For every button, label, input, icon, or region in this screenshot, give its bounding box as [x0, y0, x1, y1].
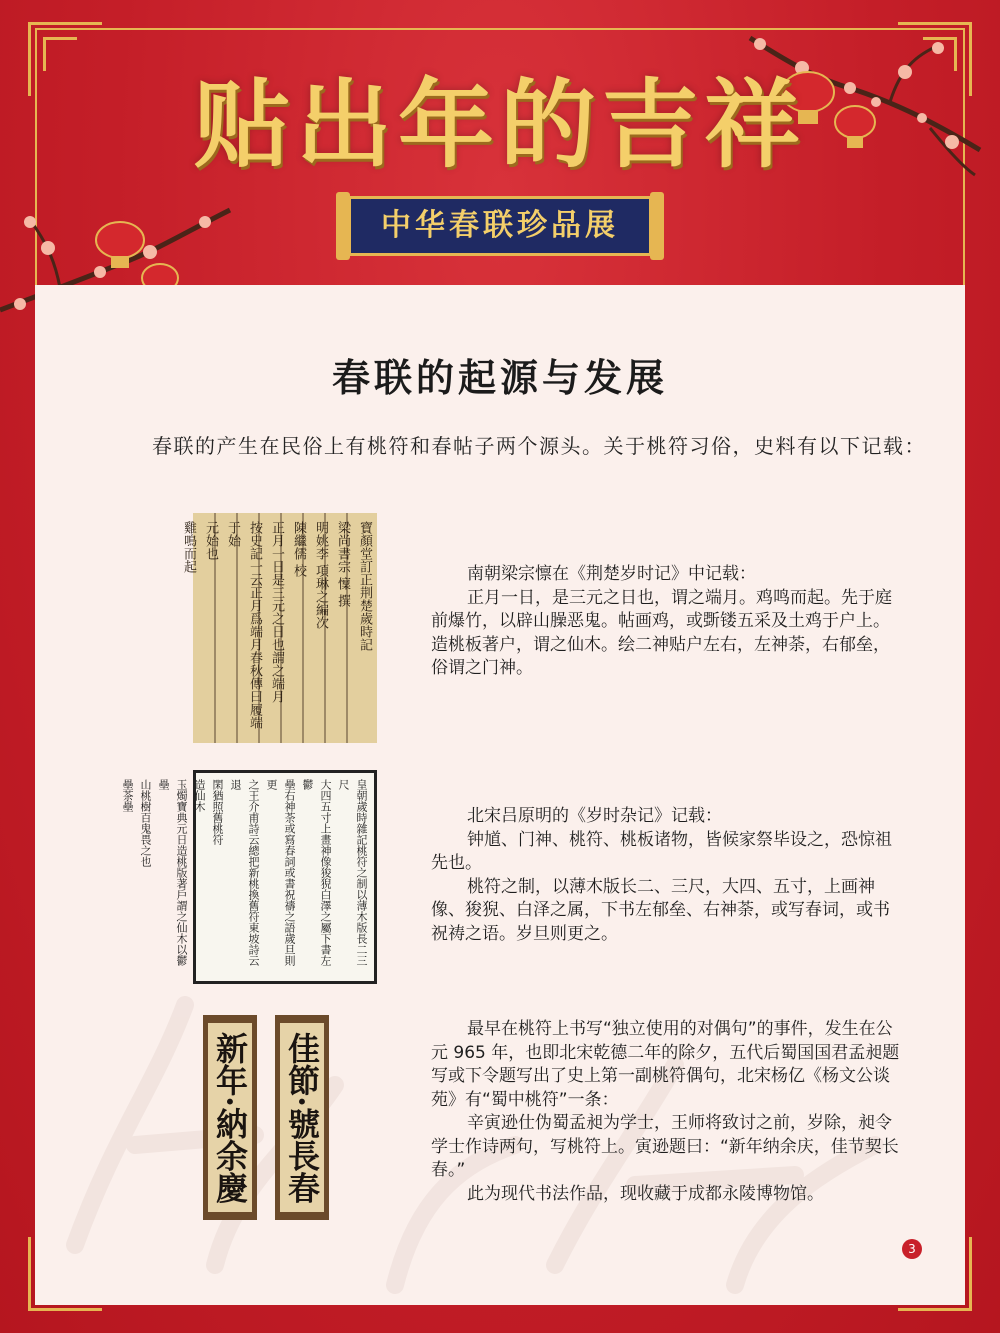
book2-col: 玉燭寶典元日造桃版著戶謂之仙木以鬱壘 — [157, 779, 188, 966]
main-title: 贴出年的吉祥 — [194, 68, 806, 181]
book2-col: 之王介甫詩云總把新桃換舊符東坡詩云退 — [229, 779, 260, 966]
book1-col: 正月一日是三元之日也謂之端月 — [269, 521, 284, 703]
book2-col: 壘茶壘 — [121, 779, 134, 812]
corner-ornament-top-left — [28, 22, 102, 96]
page-number: 3 — [902, 1239, 922, 1259]
intro-paragraph: 春联的产生在民俗上有桃符和春帖子两个源头。关于桃符习俗，史料有以下记载： — [152, 434, 926, 458]
calligraphy-couplet-scrolls — [203, 1015, 329, 1220]
book1-text — [181, 513, 377, 743]
book1-col: 雞鳴而起 — [181, 521, 196, 573]
book-page-jingchu-suishiji — [181, 513, 377, 743]
content-panel — [35, 285, 965, 1305]
book1-col: 按史記一云正月爲端月春秋傳曰履端于始 — [225, 521, 262, 729]
entry-paragraph: 桃符之制，以薄木版长二、三尺，大四、五寸，上画神像、狻猊、白泽之属，下书左郁垒、右神荼，或写春词，或书祝祷之语。岁旦则更之。 — [431, 876, 890, 944]
book2-col: 造仙木 — [193, 779, 206, 812]
book2-col: 閑猶照舊桃符 — [211, 779, 224, 845]
scroll-right-text: 佳節·號長春 — [280, 1023, 324, 1212]
banner-rod-right — [650, 192, 664, 260]
entry-paragraph: 辛寅逊仕伪蜀孟昶为学士，王师将致讨之前，岁除，昶令学士作诗两句，写桃符上。寅逊题曰：“新年纳余庆，佳节契长春。” — [431, 1113, 899, 1180]
entry-paragraph: 正月一日，是三元之日也，谓之端月。鸡鸣而起。先于庭前爆竹，以辟山臊恶鬼。帖画鸡，或斲镂五采及土鸡于户上。造桃板著户，谓之仙木。绘二神贴户左右，左神荼，右郁垒，俗谓之门神。 — [431, 587, 892, 678]
section-title: 春联的起源与发展 — [331, 355, 668, 400]
book2-text — [121, 773, 374, 981]
book2-col: 大四五寸上畫神像狻猊白澤之屬下書左鬱 — [301, 779, 332, 966]
book-page-suishi-zaji — [121, 770, 377, 984]
entry-paragraph: 最早在桃符上书写“独立使用的对偶句”的事件，发生在公元 965 年，也即北宋乾德二年的除夕，五代后蜀国国君孟昶题写或下令题写出了史上第一副桃符偶句，北宋杨亿《杨文公谈苑》有“蜀中桃符”一条： — [431, 1019, 900, 1110]
book1-col: 明姚李 項琳之編次 — [313, 521, 328, 630]
subtitle-banner — [336, 196, 664, 256]
entry-text-2 — [431, 805, 901, 946]
book2-col: 山桃樹百鬼畏之也 — [139, 779, 152, 867]
entry-paragraph: 此为现代书法作品，现收藏于成都永陵博物馆。 — [467, 1183, 824, 1204]
entry-text-1 — [431, 563, 901, 681]
book1-col: 梁尚書宗 懍 撰 — [335, 521, 350, 608]
scroll-left-text: 新年·納余慶 — [208, 1023, 252, 1212]
book2-col: 皇朝歲時雜記桃符之制以薄木版長二三尺 — [337, 779, 368, 966]
book2-col: 壘右神荼或寫春詞或書祝禱之語歲旦則更 — [265, 779, 296, 966]
book1-col: 元始也 — [203, 521, 218, 560]
entry-paragraph: 南朝梁宗懔在《荆楚岁时记》中记载： — [467, 564, 756, 584]
entry-paragraph: 钟馗、门神、桃符、桃板诸物，皆候家祭毕设之，恐惊祖先也。 — [431, 829, 892, 873]
book1-col: 寶顏堂訂正荆楚歲時記 — [357, 521, 372, 651]
entry-text-3 — [431, 1018, 901, 1206]
book1-col: 陳繼儒 校 — [291, 521, 306, 578]
entry-paragraph: 北宋吕原明的《岁时杂记》记载： — [467, 806, 722, 826]
subtitle-text: 中华春联珍品展 — [348, 196, 652, 256]
